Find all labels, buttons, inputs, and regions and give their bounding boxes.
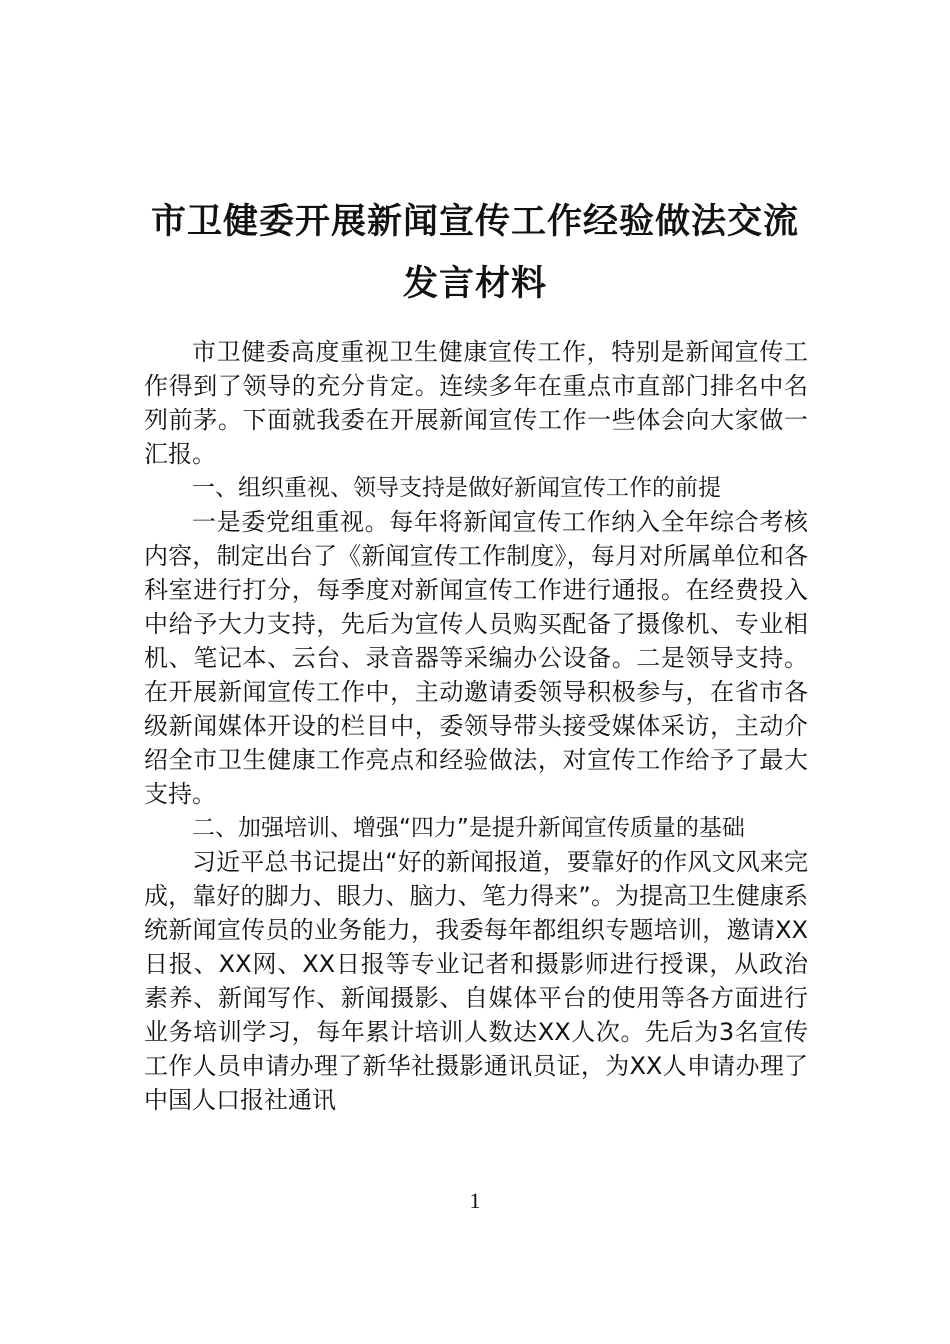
page-number: 1 — [469, 1188, 481, 1213]
intro-paragraph: 市卫健委高度重视卫生健康宣传工作，特别是新闻宣传工作得到了领导的充分肯定。连续多年在重点市直部门排名中名列前茅。下面就我委在开展新闻宣传工作一些体会向大家做一汇报。 — [144, 338, 808, 468]
title-line-2: 发言材料 — [402, 264, 547, 305]
document-title — [120, 191, 830, 315]
title-line-1: 市卫健委开展新闻宣传工作经验做法交流 — [150, 202, 799, 243]
section-heading-2: 二、加强培训、增强“四力”是提升新闻宣传质量的基础 — [192, 815, 745, 841]
section-1-paragraph: 一是委党组重视。每年将新闻宣传工作纳入全年综合考核内容，制定出台了《新闻宣传工作制度》，每月对所属单位和各科室进行打分，每季度对新闻宣传工作进行通报。在经费投入中给予大力支持，先后为宣传人员购买配备了摄像机、专业相机、笔记本、云台、录音器等采编办公设备。二是领导支持。在开展新闻宣传工作中，主动邀请委领导积极参与，在省市各级新闻媒体开设的栏目中，委领导带头接受媒体采访，主动介绍全市卫生健康工作亮点和经验做法，对宣传工作给予了最大支持。 — [144, 508, 808, 808]
section-2-paragraph: 习近平总书记提出“好的新闻报道，要靠好的作风文风来完成，靠好的脚力、眼力、脑力、笔力得来”。为提高卫生健康系统新闻宣传员的业务能力，我委每年都组织专题培训，邀请XX日报、XX网、XX日报等专业记者和摄影师进行授课，从政治素养、新闻写作、新闻摄影、自媒体平台的使用等各方面进行业务培训学习，每年累计培训人数达XX人次。先后为3名宣传工作人员申请办理了新华社摄影通讯员证，为XX人申请办理了中国人口报社通讯 — [144, 848, 808, 1114]
section-heading-1: 一、组织重视、领导支持是做好新闻宣传工作的前提 — [192, 475, 721, 501]
document-body — [144, 335, 808, 1117]
